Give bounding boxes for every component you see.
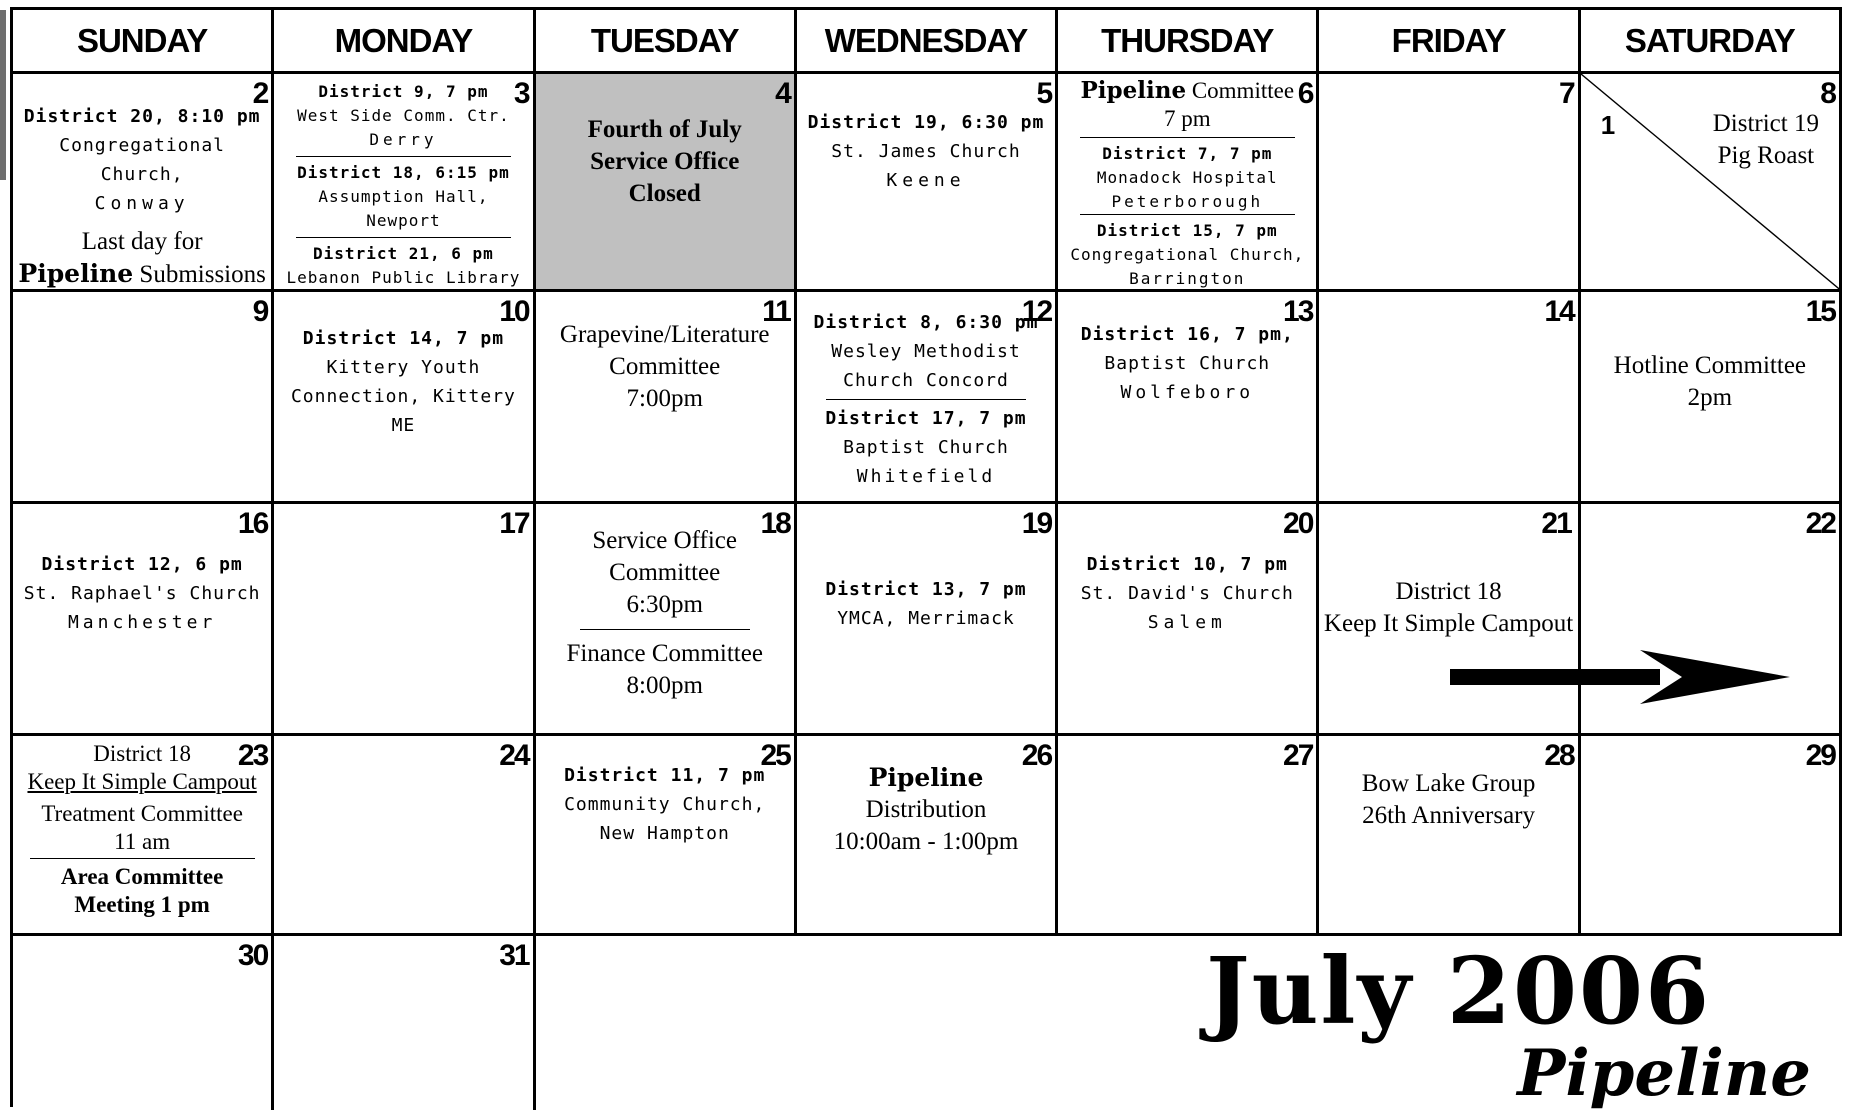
calendar-title [1206,937,1811,1111]
event-line: West Side Comm. Ctr. [297,105,510,125]
pipeline-word: Pipeline [868,762,984,792]
event-line: District 20, 8:10 pm [23,106,261,127]
day-number: 21 [1541,507,1571,540]
event-line: District 11, 7 pm [564,765,766,786]
event-text: Committee [1186,77,1295,103]
event-divider [580,629,750,630]
event-line: Grapevine/Literature [559,320,770,348]
month-title: July 2006 [1206,937,1711,1045]
pipeline-word: Pipeline [1080,76,1187,104]
event-divider [1080,137,1295,138]
day-cell-28[interactable] [1319,736,1580,936]
event-divider [296,237,511,238]
event-line: Congregational Church, [59,135,225,185]
day-cell-29[interactable] [1581,736,1842,936]
event-line: District 19 [1712,110,1819,137]
event-line: 7 pm [1163,105,1211,131]
event-line: Derry [369,129,438,149]
note-line: Last day for [81,228,203,255]
event-line: 7:00pm [626,384,703,412]
event-line: Conway [94,193,190,214]
day-number: 23 [237,739,268,772]
day-cell-27[interactable] [1058,736,1319,936]
event-line [1081,77,1295,105]
day-cell-17[interactable] [274,504,535,736]
day-cell-14[interactable] [1319,292,1580,504]
day-cell-7[interactable] [1319,74,1580,292]
event-line: District 7, 7 pm [1102,143,1273,163]
event-line: Monadock Hospital [1096,167,1278,187]
day-number: 13 [1283,295,1313,328]
day-cell-24[interactable] [274,736,535,936]
day-number: 25 [760,739,790,772]
event-line: District 9, 7 pm [318,81,489,101]
event-line: St. James Church [831,141,1021,162]
day-cell-25[interactable] [536,736,797,936]
day-number: 19 [1021,507,1052,540]
day-number: 20 [1283,507,1313,540]
day-cell-8[interactable] [1581,74,1842,292]
event-line: Meeting 1 pm [74,892,210,917]
event-line: Church Concord [843,370,1009,391]
day-number: 31 [499,939,529,972]
event-line: District 16, 7 pm, [1080,324,1294,345]
event-line: Whitefield [856,466,996,487]
day-cell-2[interactable] [13,74,274,292]
event-line: Service Office [592,527,737,554]
event-line: Congregational Church, [1070,244,1305,264]
day-number: 30 [237,939,268,972]
day-cell-10[interactable] [274,292,535,504]
event-line: New Hampton [599,823,730,844]
event-line: District 18 [1395,578,1502,605]
day-number: 6 [1297,77,1313,110]
event-line: District 8, 6:30 pm [813,312,1039,333]
event-line: Distribution [865,795,987,823]
event-divider [296,156,511,157]
event-line: Finance Committee [566,640,763,667]
event-line: YMCA, Merrimack [837,607,1015,629]
event-line: District 17, 7 pm [825,408,1027,429]
event-line: District 10, 7 pm [1086,554,1288,575]
event-line: Wesley Methodist [831,341,1021,362]
event-divider [30,858,255,859]
day-cell-9[interactable] [13,292,274,504]
day-number: 29 [1805,739,1835,772]
note-text: Submissions [133,261,266,288]
event-line: Area Committee [60,864,224,889]
event-line: District 21, 6 pm [313,243,494,263]
day-cell-13[interactable] [1058,292,1319,504]
day-number: 5 [1036,77,1052,110]
event-divider [826,399,1026,400]
event-line: Manchester [67,612,217,633]
day-number: 7 [1559,77,1574,110]
day-number: 12 [1021,295,1052,328]
event-line: District 15, 7 pm [1096,220,1278,240]
day-cell-16[interactable] [13,504,274,736]
day-number: 11 [762,295,790,328]
day-cell-11[interactable] [536,292,797,504]
event-line: District 14, 7 pm [302,327,505,349]
day-number: 16 [237,507,268,540]
day-number: 2 [252,77,268,110]
event-line: St. David's Church [1080,583,1294,604]
publication-name: Pipeline [1517,1036,1811,1111]
weekday-tuesday: TUESDAY [536,10,797,74]
day-cell-12[interactable] [797,292,1058,504]
day-cell-6[interactable] [1058,74,1319,292]
event-line: Keep It Simple Campout [1323,610,1574,637]
event-line: Baptist Church [1104,353,1271,374]
right-arrow-icon [1450,650,1790,704]
day-number: 10 [499,295,529,328]
weekday-wednesday: WEDNESDAY [797,10,1058,74]
day-cell-3[interactable] [274,74,535,292]
event-line: Keep It Simple Campout [27,769,257,794]
day-number: 18 [760,507,790,540]
day-cell-5[interactable] [797,74,1058,292]
day-cell-23[interactable] [13,736,274,936]
day-cell-15[interactable] [1581,292,1842,504]
event-line: Baptist Church [843,437,1009,458]
event-line: 26th Anniversary [1362,801,1535,829]
day-cell-30[interactable] [13,936,274,1110]
event-line: District 18, 6:15 pm [297,162,510,182]
day-cell-26[interactable] [797,736,1058,936]
pipeline-word: Pipeline [18,259,134,288]
event-line: District 18 [93,741,192,766]
event-line: Connection, Kittery ME [290,385,516,436]
split-day-number: 1 [1600,110,1616,140]
day-number: 4 [775,77,790,110]
event-line: Community Church, [564,794,766,815]
diagonal-split-line [1581,74,1839,289]
event-line: Barrington [1129,268,1246,288]
day-number: 24 [499,739,529,772]
event-line: District 13, 7 pm [825,578,1027,600]
page-edge-bar [0,10,6,180]
day-number: 17 [499,507,529,540]
event-line: Keene [886,170,966,191]
event-line: Pig Roast [1717,142,1815,169]
event-line: Kittery Youth [326,356,481,378]
event-line: Lebanon Public Library [286,267,521,287]
event-line: Service Office [590,147,740,175]
event-line: 11 am [114,829,171,854]
weekday-friday: FRIDAY [1319,10,1580,74]
event-line: 2pm [1687,383,1733,411]
day-number: 27 [1283,739,1313,772]
event-line: 10:00am - 1:00pm [833,827,1019,855]
weekday-monday: MONDAY [274,10,535,74]
day-cell-19[interactable] [797,504,1058,736]
weekday-saturday: SATURDAY [1581,10,1842,74]
weekday-sunday: SUNDAY [13,10,274,74]
day-cell-18[interactable] [536,504,797,736]
day-number: 14 [1544,295,1574,328]
event-line: Treatment Committee [41,801,243,826]
event-line: District 19, 6:30 pm [807,112,1045,133]
day-number: 9 [252,295,268,328]
day-number: 26 [1021,739,1052,772]
day-cell-4[interactable] [536,74,797,292]
day-number: 22 [1805,507,1835,540]
day-number: 15 [1805,295,1835,328]
event-line: 8:00pm [626,672,703,699]
event-line: Fourth of July [587,115,742,143]
day-number: 28 [1544,739,1574,772]
event-line: St. Raphael's Church [23,583,261,604]
weekday-thursday: THURSDAY [1058,10,1319,74]
event-line: 6:30pm [626,591,703,618]
day-cell-31[interactable] [274,936,535,1110]
event-line: Closed [628,179,701,207]
event-divider [1080,214,1295,215]
note-line [18,258,265,291]
day-cell-20[interactable] [1058,504,1319,736]
day-number: 8 [1820,77,1835,110]
event-line: Peterborough [1111,191,1264,211]
event-line: Hotline Committee [1613,351,1807,379]
event-line: Salem [1147,612,1227,633]
event-line: Assumption Hall, Newport [318,186,489,230]
event-line: Bow Lake Group [1361,769,1536,797]
day-number: 3 [513,77,529,110]
event-line: Committee [609,352,721,380]
event-line: Wolfeboro [1120,382,1255,403]
event-line: District 12, 6 pm [41,554,243,575]
event-line: Committee [609,559,721,586]
